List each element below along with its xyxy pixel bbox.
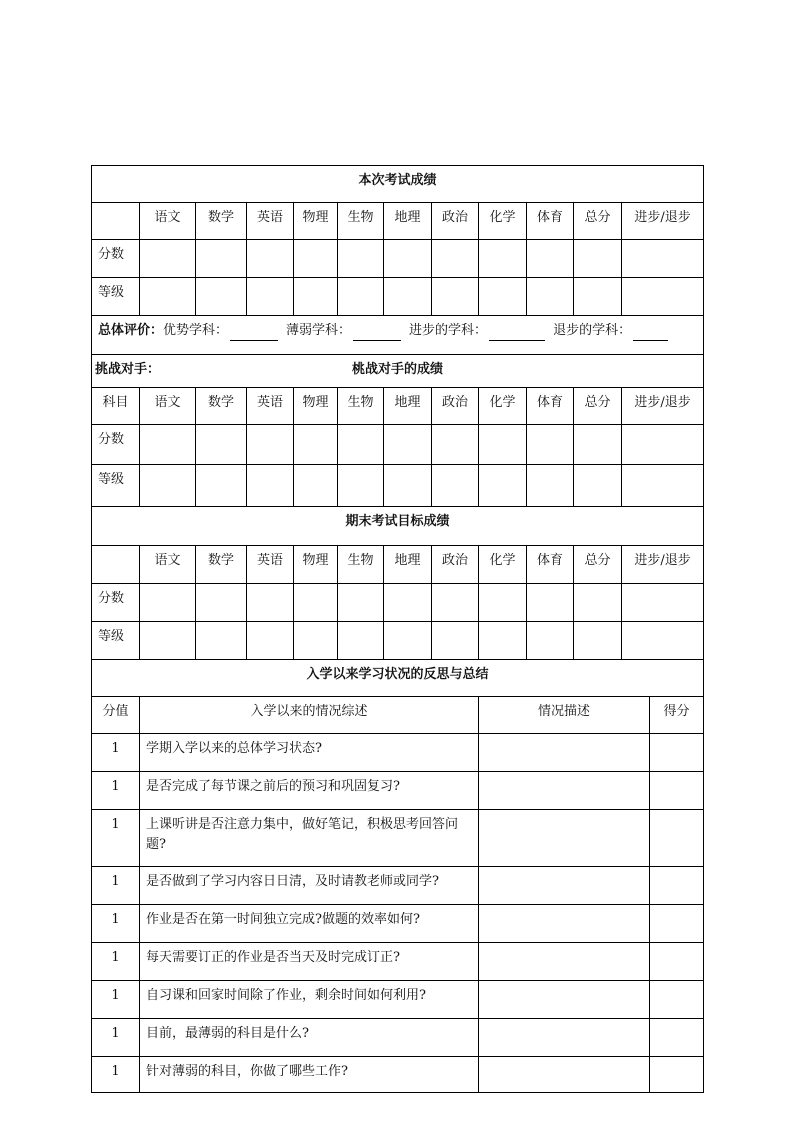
entry-cell[interactable]: [294, 240, 338, 278]
entry-cell[interactable]: [294, 465, 338, 507]
entry-cell[interactable]: [432, 465, 479, 507]
subject-header-cell: 物理: [294, 545, 338, 583]
entry-cell[interactable]: [247, 278, 294, 316]
evaluation-blank[interactable]: [633, 326, 668, 341]
entry-cell[interactable]: [479, 425, 527, 465]
score-value: 1: [92, 905, 140, 943]
header-cell: [92, 545, 140, 583]
entry-cell[interactable]: [527, 240, 574, 278]
entry-cell[interactable]: [140, 240, 196, 278]
description-cell[interactable]: [479, 867, 650, 905]
entry-cell[interactable]: [247, 465, 294, 507]
points-cell[interactable]: [650, 1019, 704, 1057]
evaluation-field-label: 进步的学科：: [409, 323, 488, 338]
form-table: [91, 507, 704, 660]
points-cell[interactable]: [650, 772, 704, 810]
entry-cell[interactable]: [384, 278, 432, 316]
subject-header-cell: 物理: [294, 203, 338, 240]
entry-cell[interactable]: [574, 278, 622, 316]
opponent-title-cell: [92, 355, 704, 388]
subject-header-cell: 地理: [384, 203, 432, 240]
score-value: 1: [92, 1019, 140, 1057]
subject-header-cell: 总分: [574, 388, 622, 425]
subject-header-cell: 生物: [338, 203, 384, 240]
section-title: 期末考试目标成绩: [92, 507, 704, 545]
reflection-row: [92, 734, 704, 772]
entry-cell[interactable]: [294, 583, 338, 621]
entry-cell[interactable]: [384, 465, 432, 507]
entry-cell[interactable]: [574, 425, 622, 465]
subject-header-cell: 总分: [574, 203, 622, 240]
entry-cell[interactable]: [140, 278, 196, 316]
entry-cell[interactable]: [527, 425, 574, 465]
entry-cell[interactable]: [247, 240, 294, 278]
entry-cell[interactable]: [574, 465, 622, 507]
reflection-row: [92, 1057, 704, 1093]
entry-cell[interactable]: [140, 583, 196, 621]
evaluation-label: 总体评价：: [98, 323, 164, 338]
description-cell[interactable]: [479, 734, 650, 772]
subject-header-cell: 英语: [247, 203, 294, 240]
subject-header-cell: 物理: [294, 388, 338, 425]
entry-cell[interactable]: [338, 621, 384, 659]
evaluation-blank[interactable]: [489, 326, 545, 341]
subject-header-cell: 地理: [384, 388, 432, 425]
header-cell: 科目: [92, 388, 140, 425]
reflection-header-row: [92, 697, 704, 734]
entry-cell[interactable]: [432, 240, 479, 278]
entry-cell[interactable]: [479, 465, 527, 507]
entry-cell[interactable]: [432, 425, 479, 465]
subject-header-cell: 政治: [432, 545, 479, 583]
points-cell[interactable]: [650, 943, 704, 981]
reflection-row: [92, 867, 704, 905]
entry-cell[interactable]: [622, 425, 704, 465]
entry-cell[interactable]: [384, 240, 432, 278]
opponent-label: 挑战对手：: [95, 361, 161, 377]
entry-cell[interactable]: [247, 425, 294, 465]
subject-header-cell: 英语: [247, 388, 294, 425]
entry-cell[interactable]: [574, 240, 622, 278]
subject-header-cell: 数学: [196, 545, 247, 583]
section-title-row: [92, 660, 704, 697]
subject-header-cell: 政治: [432, 388, 479, 425]
subject-header-cell: 化学: [479, 203, 527, 240]
score-value: 1: [92, 810, 140, 867]
entry-cell[interactable]: [622, 278, 704, 316]
evaluation-field-label: 退步的学科：: [553, 323, 632, 338]
subject-header-cell: 体育: [527, 545, 574, 583]
row-label: 等级: [92, 278, 140, 316]
row-label: 分数: [92, 240, 140, 278]
entry-cell[interactable]: [140, 425, 196, 465]
entry-cell[interactable]: [247, 583, 294, 621]
question-text: 作业是否在第一时间独立完成?做题的效率如何?: [140, 905, 479, 943]
entry-cell[interactable]: [140, 465, 196, 507]
subject-header-cell: 总分: [574, 545, 622, 583]
subject-header-row: [92, 203, 704, 240]
entry-cell[interactable]: [622, 240, 704, 278]
description-cell[interactable]: [479, 943, 650, 981]
description-cell[interactable]: [479, 981, 650, 1019]
form-table: [91, 660, 704, 1094]
subject-header-cell: 进步/退步: [622, 388, 704, 425]
row-label: 分数: [92, 425, 140, 465]
entry-cell[interactable]: [622, 583, 704, 621]
subject-header-cell: 英语: [247, 545, 294, 583]
subject-header-cell: 语文: [140, 545, 196, 583]
score-value: 1: [92, 772, 140, 810]
description-cell[interactable]: [479, 810, 650, 867]
entry-cell[interactable]: [384, 621, 432, 659]
entry-cell[interactable]: [196, 465, 247, 507]
evaluation-row: [92, 316, 704, 354]
entry-cell[interactable]: [432, 583, 479, 621]
question-text: 每天需要订正的作业是否当天及时完成订正?: [140, 943, 479, 981]
entry-cell[interactable]: [527, 465, 574, 507]
section-title-row: [92, 166, 704, 203]
subject-header-cell: 化学: [479, 545, 527, 583]
entry-cell[interactable]: [479, 583, 527, 621]
score-value: 1: [92, 734, 140, 772]
subject-header-cell: 化学: [479, 388, 527, 425]
grade-row: [92, 583, 704, 621]
grade-row: [92, 240, 704, 278]
subject-header-row: [92, 388, 704, 425]
score-value: 1: [92, 1057, 140, 1093]
points-cell[interactable]: [650, 1057, 704, 1093]
row-label: 分数: [92, 583, 140, 621]
points-cell[interactable]: [650, 981, 704, 1019]
subject-header-cell: 语文: [140, 203, 196, 240]
section-title: 桃战对手的成绩: [352, 361, 444, 377]
entry-cell[interactable]: [384, 425, 432, 465]
description-cell[interactable]: [479, 772, 650, 810]
entry-cell[interactable]: [432, 278, 479, 316]
entry-cell[interactable]: [527, 583, 574, 621]
question-text: 目前，最薄弱的科目是什么?: [140, 1019, 479, 1057]
entry-cell[interactable]: [622, 621, 704, 659]
subject-header-cell: 数学: [196, 203, 247, 240]
header-cell: [92, 203, 140, 240]
description-cell[interactable]: [479, 1057, 650, 1093]
description-cell[interactable]: [479, 905, 650, 943]
reflection-header-cell: 分值: [92, 697, 140, 734]
entry-cell[interactable]: [479, 278, 527, 316]
entry-cell[interactable]: [294, 621, 338, 659]
points-cell[interactable]: [650, 867, 704, 905]
entry-cell[interactable]: [622, 465, 704, 507]
points-cell[interactable]: [650, 810, 704, 867]
entry-cell[interactable]: [338, 278, 384, 316]
subject-header-cell: 进步/退步: [622, 545, 704, 583]
entry-cell[interactable]: [479, 240, 527, 278]
subject-header-cell: 政治: [432, 203, 479, 240]
subject-header-cell: 进步/退步: [622, 203, 704, 240]
reflection-row: [92, 943, 704, 981]
reflection-row: [92, 772, 704, 810]
entry-cell[interactable]: [432, 621, 479, 659]
grade-row: [92, 425, 704, 465]
reflection-row: [92, 905, 704, 943]
row-label: 等级: [92, 465, 140, 507]
question-text: 针对薄弱的科目，你做了哪些工作?: [140, 1057, 479, 1093]
section-title-row: [92, 507, 704, 545]
entry-cell[interactable]: [196, 621, 247, 659]
form-table: [91, 165, 704, 316]
form-table: [91, 316, 704, 355]
entry-cell[interactable]: [294, 278, 338, 316]
score-value: 1: [92, 943, 140, 981]
evaluation-field-label: 优势学科：: [163, 323, 229, 338]
question-text: 自习课和回家时间除了作业，剩余时间如何利用?: [140, 981, 479, 1019]
entry-cell[interactable]: [196, 278, 247, 316]
description-cell[interactable]: [479, 1019, 650, 1057]
grade-row: [92, 278, 704, 316]
subject-header-cell: 体育: [527, 203, 574, 240]
reflection-row: [92, 981, 704, 1019]
entry-cell[interactable]: [384, 583, 432, 621]
entry-cell[interactable]: [338, 425, 384, 465]
entry-cell[interactable]: [479, 621, 527, 659]
section-title: 本次考试成绩: [92, 166, 704, 203]
score-reflection-form: [91, 165, 703, 1093]
reflection-header-cell: 得分: [650, 697, 704, 734]
entry-cell[interactable]: [247, 621, 294, 659]
evaluation-blank[interactable]: [230, 326, 278, 341]
grade-row: [92, 465, 704, 507]
entry-cell[interactable]: [140, 621, 196, 659]
question-text: 上课听讲是否注意力集中，做好笔记，积极思考回答问题?: [140, 810, 479, 867]
reflection-header-cell: 情况描述: [479, 697, 650, 734]
subject-header-cell: 语文: [140, 388, 196, 425]
entry-cell[interactable]: [196, 240, 247, 278]
entry-cell[interactable]: [527, 621, 574, 659]
row-label: 等级: [92, 621, 140, 659]
section-title: 入学以来学习状况的反思与总结: [92, 660, 704, 697]
entry-cell[interactable]: [196, 583, 247, 621]
evaluation-blank[interactable]: [353, 326, 401, 341]
subject-header-cell: 数学: [196, 388, 247, 425]
subject-header-cell: 生物: [338, 388, 384, 425]
grade-row: [92, 621, 704, 659]
entry-cell[interactable]: [294, 425, 338, 465]
entry-cell[interactable]: [338, 240, 384, 278]
points-cell[interactable]: [650, 905, 704, 943]
entry-cell[interactable]: [574, 583, 622, 621]
reflection-header-cell: 入学以来的情况综述: [140, 697, 479, 734]
subject-header-cell: 体育: [527, 388, 574, 425]
entry-cell[interactable]: [338, 465, 384, 507]
form-table: [91, 355, 704, 508]
entry-cell[interactable]: [527, 278, 574, 316]
question-text: 是否做到了学习内容日日清，及时请教老师或同学?: [140, 867, 479, 905]
points-cell[interactable]: [650, 734, 704, 772]
entry-cell[interactable]: [574, 621, 622, 659]
score-value: 1: [92, 867, 140, 905]
section-title-row: [92, 355, 704, 388]
evaluation-cell: [92, 316, 704, 354]
subject-header-cell: 地理: [384, 545, 432, 583]
entry-cell[interactable]: [196, 425, 247, 465]
entry-cell[interactable]: [338, 583, 384, 621]
reflection-row: [92, 810, 704, 867]
evaluation-field-label: 薄弱学科：: [286, 323, 352, 338]
question-text: 学期入学以来的总体学习状态?: [140, 734, 479, 772]
subject-header-row: [92, 545, 704, 583]
reflection-row: [92, 1019, 704, 1057]
subject-header-cell: 生物: [338, 545, 384, 583]
score-value: 1: [92, 981, 140, 1019]
question-text: 是否完成了每节课之前后的预习和巩固复习?: [140, 772, 479, 810]
